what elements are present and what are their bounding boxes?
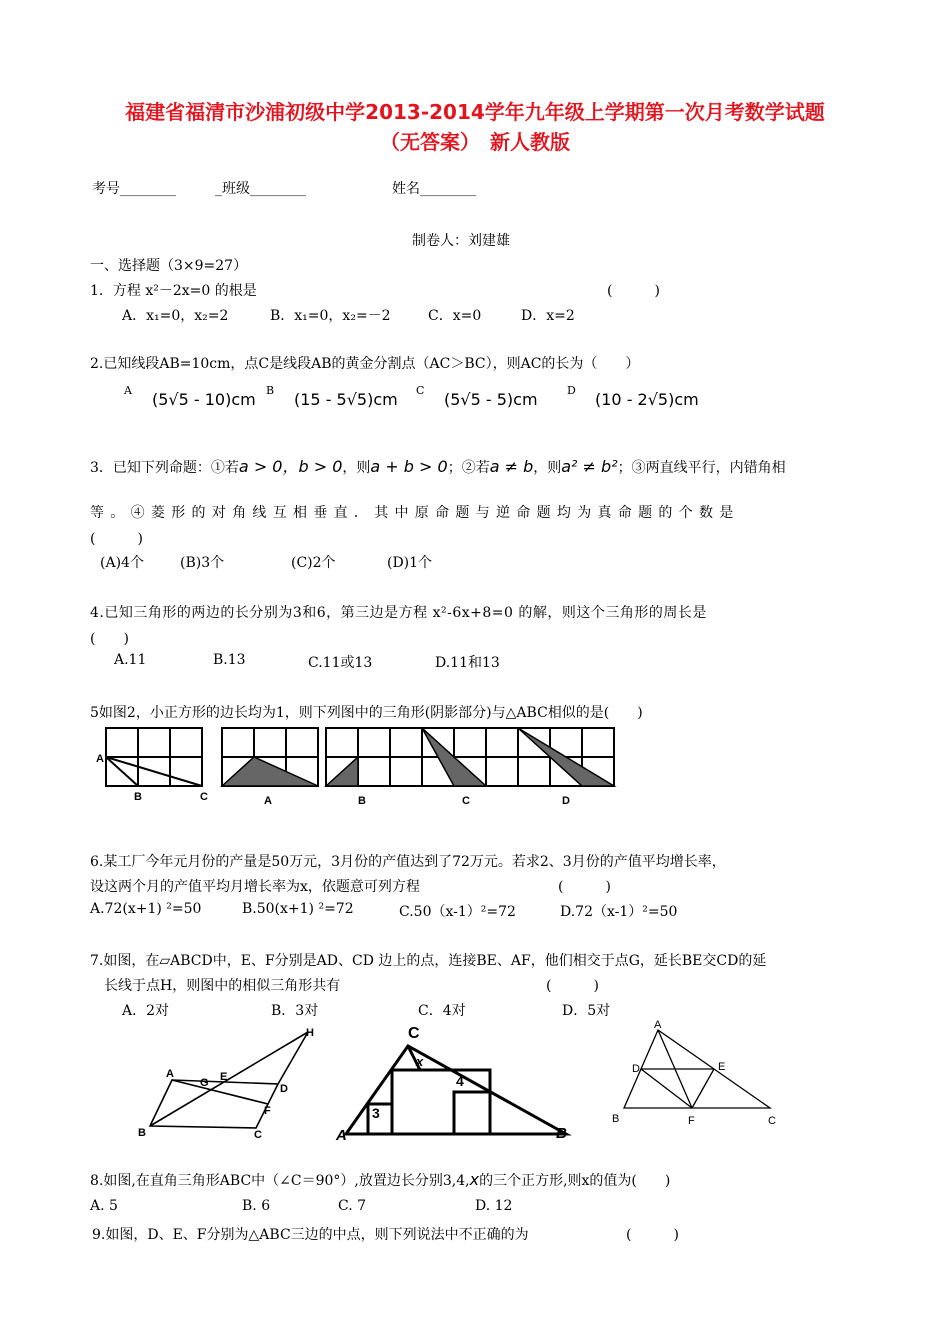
q4-option-d: D.11和13	[435, 655, 500, 671]
class-field: _班级________	[215, 181, 306, 197]
q3-option-a: (A)4个	[100, 555, 144, 571]
q3-cond2: a ≠ b	[489, 457, 534, 476]
q8-label-3: 3	[372, 1105, 380, 1121]
q3-part: ；③两直线平行，内错角相	[617, 460, 786, 476]
author-line: 制卷人：刘建雄	[412, 233, 510, 249]
q1-option-d: D．x=2	[521, 308, 575, 324]
q7-parallelogram-figure	[130, 1022, 330, 1142]
q5-label-a: A	[96, 753, 104, 765]
q9-label-f: F	[688, 1115, 695, 1127]
q9-midpoint-figure	[606, 1018, 786, 1134]
q4-option-b: B.13	[213, 652, 246, 668]
q8-label-4: 4	[456, 1073, 464, 1089]
q5-option-a-label: A	[264, 795, 272, 807]
q2-option-d: (10 - 2√5)cm	[595, 390, 699, 409]
q1-option-a: A．x₁=0，x₂=2	[122, 308, 229, 324]
q3-part: 3．已知下列命题：①若	[90, 460, 239, 476]
q3-cond1: a > 0，b > 0	[238, 457, 343, 476]
q7-label-g: G	[200, 1077, 209, 1089]
q6-line2: 设这两个月的产值平均月增长率为x，依题意可列方程	[90, 879, 420, 895]
q1-option-b: B．x₁=0，x₂=－2	[270, 308, 391, 324]
q3-line2: 等。④菱形的对角线互相垂直．其中原命题与逆命题均为真命题的个数是	[90, 505, 740, 521]
q7-label-a: A	[166, 1068, 174, 1080]
q9-label-a: A	[654, 1019, 662, 1031]
q9-label-b: B	[612, 1113, 620, 1125]
q8-label-c: C	[408, 1025, 420, 1042]
q4-option-a: A.11	[114, 652, 147, 668]
q2-stem: 2.已知线段AB=10cm，点C是线段AB的黄金分割点（AC＞BC），则AC的长为（ ）	[90, 356, 640, 372]
q8-option-b: B. 6	[242, 1198, 271, 1214]
q9-label-d: D	[632, 1063, 640, 1075]
q8-stem	[90, 1170, 670, 1190]
q2-letter-c: C	[416, 384, 425, 397]
q2-option-a: (5√5 - 10)cm	[152, 390, 256, 409]
q8-option-c: C. 7	[338, 1198, 367, 1214]
q8-stem-start: 8.如图,在直角三角形ABC中（∠C＝90°）,放置边长分别3,4,	[90, 1173, 470, 1189]
q7-line2: 长线于点H，则图中的相似三角形共有	[104, 978, 341, 994]
q9-label-c: C	[768, 1115, 776, 1127]
q6-paren: ( )	[558, 879, 611, 895]
doc-title-line2: （无答案） 新人教版	[380, 130, 570, 154]
q3-line1	[90, 454, 786, 477]
q6-option-d: D.72（x-1）²=50	[560, 904, 678, 920]
q9-stem: 9.如图，D、E、F分别为△ABC三边的中点，则下列说法中不正确的为	[92, 1227, 529, 1243]
q8-var: x	[469, 1170, 480, 1189]
q6-option-b: B.50(x+1) ²=72	[242, 901, 354, 917]
q8-option-d: D. 12	[475, 1198, 513, 1214]
q3-concl1: a + b > 0	[370, 457, 448, 476]
q6-option-c: C.50（x-1）²=72	[399, 904, 516, 920]
q5-option-c-label: C	[462, 795, 470, 807]
q7-label-c: C	[254, 1129, 262, 1141]
q3-option-b: (B)3个	[180, 555, 225, 571]
q6-option-a: A.72(x+1) ²=50	[90, 901, 202, 917]
q1-stem: 1．方程 x²－2x=0 的根是	[90, 283, 257, 299]
q7-option-d: D．5对	[562, 1003, 611, 1019]
doc-title-line1: 福建省福清市沙浦初级中学2013-2014学年九年级上学期第一次月考数学试题	[125, 100, 825, 124]
q7-label-h: H	[306, 1027, 314, 1039]
q2-option-b: (15 - 5√5)cm	[294, 390, 398, 409]
q9-label-e: E	[718, 1061, 726, 1073]
q5-label-b: B	[134, 791, 142, 803]
q3-option-c: (C)2个	[291, 555, 336, 571]
q1-paren: ( )	[607, 283, 660, 299]
q3-option-d: (D)1个	[387, 555, 433, 571]
q2-letter-b: B	[266, 384, 275, 397]
q7-label-e: E	[220, 1071, 228, 1083]
q7-paren: ( )	[546, 978, 599, 994]
q5-figure	[92, 724, 622, 808]
q4-option-c: C.11或13	[308, 655, 373, 671]
q7-label-b: B	[138, 1127, 146, 1139]
exam-number-field: 考号________	[92, 181, 176, 197]
q8-label-x: x	[416, 1054, 424, 1069]
q8-squares-figure	[334, 1022, 578, 1142]
q2-letter-d: D	[567, 384, 576, 397]
q5-option-b-label: B	[358, 795, 366, 807]
q3-part: ，则	[342, 460, 371, 476]
q8-stem-end: 的三个正方形,则x的值为( )	[479, 1173, 671, 1189]
q7-option-a: A．2对	[122, 1003, 170, 1019]
q4-stem: 4.已知三角形的两边的长分别为3和6，第三边是方程 x²-6x+8=0 的解，则这个三角形的周长是	[90, 605, 707, 621]
q3-part: ，则	[533, 460, 562, 476]
q7-option-c: C．4对	[418, 1003, 466, 1019]
q5-stem: 5如图2，小正方形的边长均为1，则下列图中的三角形(阴影部分)与△ABC相似的是( )	[90, 705, 643, 721]
q8-option-a: A. 5	[90, 1198, 118, 1214]
q1-option-c: C．x=0	[428, 308, 482, 324]
q5-option-d-label: D	[562, 795, 570, 807]
section-heading: 一、选择题（3×9=27）	[90, 258, 248, 274]
q4-paren: ( )	[90, 631, 129, 647]
q7-option-b: B．3对	[271, 1003, 319, 1019]
q3-line3: ( )	[90, 531, 143, 547]
q7-label-d: D	[280, 1083, 288, 1095]
q9-paren: ( )	[626, 1227, 679, 1243]
q7-label-f: F	[264, 1105, 271, 1117]
q8-label-a: A	[336, 1127, 347, 1142]
q7-line1: 7.如图，在▱ABCD中，E、F分别是AD、CD 边上的点，连接BE、AF，他们相交于点G，延长BE交CD的延	[90, 953, 767, 969]
q8-label-b: B	[556, 1125, 567, 1142]
q2-option-c: (5√5 - 5)cm	[444, 390, 538, 409]
q2-letter-a: A	[124, 384, 132, 397]
name-field: 姓名________	[392, 181, 476, 197]
q3-concl2: a² ≠ b²	[561, 457, 618, 476]
q5-label-c: C	[200, 791, 208, 803]
q6-line1: 6.某工厂今年元月份的产量是50万元，3月份的产值达到了72万元。若求2、3月份的产值平均增长率，	[90, 854, 726, 870]
q3-part: ；②若	[447, 460, 490, 476]
